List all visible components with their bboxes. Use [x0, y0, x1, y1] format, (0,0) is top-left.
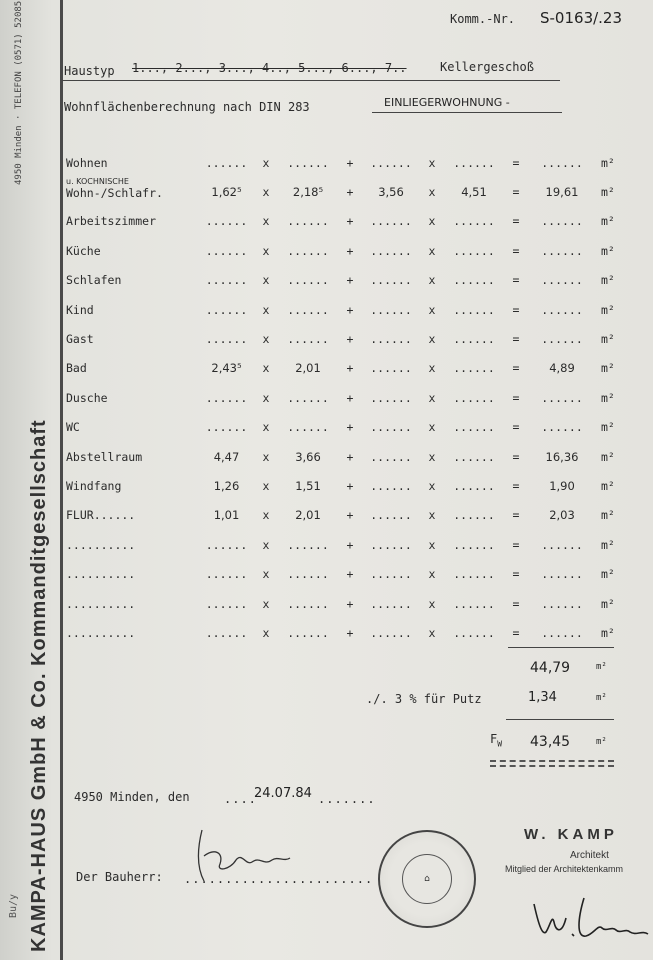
area-result: ...... [541, 332, 583, 347]
width-1: ...... [287, 214, 329, 229]
area-result: ...... [541, 155, 583, 170]
times-sign: x [428, 537, 436, 552]
equals-sign: = [512, 596, 520, 611]
length-1: ...... [205, 302, 248, 317]
company-name: KAMPA-HAUS GmbH & Co. Kommanditgesellschaft [28, 419, 50, 952]
area-row [66, 442, 621, 471]
area-result: ...... [541, 243, 583, 258]
plus-sign: + [346, 508, 354, 523]
calc-title: Wohnflächenberechnung nach DIN 283 [64, 100, 310, 114]
komm-nr-value: S-0163/.23 [540, 9, 623, 27]
plus-sign: + [346, 185, 354, 200]
area-unit: m² [601, 390, 615, 405]
times-sign: x [428, 214, 436, 229]
length-2: ...... [370, 273, 412, 288]
area-unit: m² [601, 420, 615, 435]
calc-subject: EINLIEGERWOHNUNG - [384, 96, 510, 109]
equals-sign: = [512, 332, 520, 347]
haustyp-value: Kellergeschoß [440, 60, 534, 74]
putz-value: 1,34 [528, 690, 557, 705]
area-calculation-table [66, 148, 621, 648]
fw-value: 43,45 [530, 734, 571, 750]
room-label: .......... [66, 567, 136, 582]
width-2: ...... [453, 214, 495, 229]
plus-sign: + [346, 302, 354, 317]
putz-label: ./. 3 % für Putz [366, 692, 482, 706]
length-1: ...... [205, 625, 248, 640]
equals-sign: = [512, 537, 520, 552]
room-label: WC [66, 420, 80, 435]
length-2: ...... [370, 361, 412, 376]
equals-sign: = [512, 214, 520, 229]
length-1: 1,62⁵ [211, 185, 242, 200]
area-unit: m² [601, 625, 615, 640]
fw-unit: m² [596, 737, 607, 747]
length-1: 2,43⁵ [211, 361, 242, 376]
area-result: 1,90 [549, 478, 575, 493]
length-2: ...... [370, 214, 412, 229]
room-label: Dusche [66, 390, 108, 405]
area-result: 16,36 [545, 449, 579, 464]
room-label: Bad [66, 361, 87, 376]
corner-code: Bu/y [8, 893, 19, 918]
area-unit: m² [601, 508, 615, 523]
length-2: ...... [370, 449, 412, 464]
length-1: ...... [205, 332, 248, 347]
times-sign: x [428, 332, 436, 347]
architect-signature [528, 888, 653, 948]
room-label: Gast [66, 332, 94, 347]
equals-sign: = [512, 625, 520, 640]
area-row [66, 501, 621, 530]
bauherr-label: Der Bauherr: [76, 870, 163, 884]
room-label: Kind [66, 302, 94, 317]
width-2: ...... [453, 420, 495, 435]
times-sign: x [262, 185, 270, 200]
width-2: ...... [453, 478, 495, 493]
length-1: 4,47 [213, 449, 240, 464]
times-sign: x [428, 420, 436, 435]
area-row [66, 618, 621, 647]
area-row [66, 354, 621, 383]
times-sign: x [428, 478, 436, 493]
length-2: ...... [370, 567, 412, 582]
room-label-text: Wohn-/Schlafr. [66, 186, 163, 201]
length-2: ...... [370, 508, 412, 523]
putz-unit: m² [596, 693, 607, 703]
plus-sign: + [346, 273, 354, 288]
width-2: ...... [453, 302, 495, 317]
width-1: 2,01 [295, 508, 321, 523]
area-unit: m² [601, 155, 615, 170]
length-1: ...... [205, 155, 248, 170]
calc-subject-underline [372, 112, 562, 113]
width-1: 2,01 [295, 361, 321, 376]
times-sign: x [428, 361, 436, 376]
times-sign: x [262, 390, 270, 405]
length-2: ...... [370, 243, 412, 258]
length-2: 3,56 [378, 185, 404, 200]
width-1: ...... [287, 243, 329, 258]
area-row [66, 530, 621, 559]
area-result: 4,89 [549, 361, 575, 376]
area-unit: m² [601, 302, 615, 317]
room-label [66, 177, 194, 206]
area-result: ...... [541, 625, 583, 640]
room-note: u. KOCHNISCHE [66, 177, 129, 187]
equals-sign: = [512, 361, 520, 376]
length-2: ...... [370, 537, 412, 552]
length-1: 1,26 [213, 478, 240, 493]
width-2: ...... [453, 332, 495, 347]
area-row [66, 383, 621, 412]
area-result: ...... [541, 537, 583, 552]
area-row [66, 207, 621, 236]
times-sign: x [428, 449, 436, 464]
equals-sign: = [512, 449, 520, 464]
width-2: ...... [453, 243, 495, 258]
width-1: ...... [287, 537, 329, 552]
room-label: Arbeitszimmer [66, 214, 157, 229]
area-unit: m² [601, 478, 615, 493]
width-1: ...... [287, 390, 329, 405]
area-row [66, 236, 621, 265]
area-row [66, 589, 621, 618]
area-result: 2,03 [549, 508, 575, 523]
times-sign: x [428, 185, 436, 200]
times-sign: x [428, 273, 436, 288]
area-unit: m² [601, 243, 615, 258]
times-sign: x [262, 449, 270, 464]
room-label: Abstellraum [66, 449, 143, 464]
length-2: ...... [370, 420, 412, 435]
equals-sign: = [512, 155, 520, 170]
area-row [66, 413, 621, 442]
length-1: ...... [205, 567, 248, 582]
architect-title: Architekt [570, 850, 609, 861]
length-1: ...... [205, 273, 248, 288]
times-sign: x [262, 478, 270, 493]
plus-sign: + [346, 625, 354, 640]
area-result: ...... [541, 567, 583, 582]
room-label: Wohnen [66, 155, 108, 170]
area-result: ...... [541, 214, 583, 229]
komm-nr-label: Komm.-Nr. [450, 12, 516, 26]
width-2: ...... [453, 361, 495, 376]
plus-sign: + [346, 243, 354, 258]
date-dots: .... [224, 792, 257, 806]
area-row [66, 324, 621, 353]
plus-sign: + [346, 596, 354, 611]
width-1: ...... [287, 567, 329, 582]
equals-sign: = [512, 273, 520, 288]
area-result: 19,61 [545, 185, 579, 200]
date-dots-trail: ....... [318, 792, 376, 806]
times-sign: x [262, 537, 270, 552]
times-sign: x [428, 390, 436, 405]
area-unit: m² [601, 596, 615, 611]
haustyp-underline [62, 80, 560, 81]
length-2: ...... [370, 478, 412, 493]
times-sign: x [428, 155, 436, 170]
architect-stamp [378, 830, 476, 928]
area-unit: m² [601, 185, 615, 200]
length-1: ...... [205, 214, 248, 229]
area-result: ...... [541, 273, 583, 288]
sum-unit: m² [596, 662, 607, 672]
times-sign: x [262, 625, 270, 640]
equals-sign: = [512, 478, 520, 493]
equals-sign: = [512, 185, 520, 200]
width-1: ...... [287, 625, 329, 640]
times-sign: x [262, 243, 270, 258]
width-2: ...... [453, 625, 495, 640]
length-2: ...... [370, 332, 412, 347]
times-sign: x [262, 273, 270, 288]
area-result: ...... [541, 302, 583, 317]
plus-sign: + [346, 390, 354, 405]
room-label: .......... [66, 596, 136, 611]
area-unit: m² [601, 332, 615, 347]
times-sign: x [428, 567, 436, 582]
length-1: ...... [205, 596, 248, 611]
times-sign: x [428, 302, 436, 317]
area-unit: m² [601, 537, 615, 552]
room-label: FLUR...... [66, 508, 136, 523]
bauherr-signature-line: ....................... [184, 872, 374, 886]
times-sign: x [428, 243, 436, 258]
width-2: ...... [453, 273, 495, 288]
place-date-label: 4950 Minden, den [74, 790, 190, 804]
sum-value: 44,79 [530, 660, 571, 676]
sum-line [508, 647, 614, 648]
times-sign: x [428, 625, 436, 640]
fw-double-underline-1 [490, 760, 614, 762]
room-label: Windfang [66, 478, 122, 493]
plus-sign: + [346, 420, 354, 435]
width-1: ...... [287, 302, 329, 317]
room-label: .......... [66, 537, 136, 552]
area-row [66, 471, 621, 500]
length-2: ...... [370, 390, 412, 405]
plus-sign: + [346, 155, 354, 170]
fw-double-underline-2 [490, 765, 614, 767]
putz-line [506, 719, 614, 720]
area-row [66, 266, 621, 295]
length-1: ...... [205, 420, 248, 435]
times-sign: x [262, 302, 270, 317]
architect-membership: Mitglied der Architektenkamm [505, 864, 624, 874]
length-1: ...... [205, 243, 248, 258]
plus-sign: + [346, 449, 354, 464]
fw-label: $F_W$ [490, 732, 503, 749]
equals-sign: = [512, 243, 520, 258]
area-result: ...... [541, 596, 583, 611]
length-1: ...... [205, 390, 248, 405]
equals-sign: = [512, 390, 520, 405]
area-row [66, 177, 621, 206]
times-sign: x [262, 155, 270, 170]
width-2: ...... [453, 508, 495, 523]
plus-sign: + [346, 332, 354, 347]
area-unit: m² [601, 273, 615, 288]
length-2: ...... [370, 302, 412, 317]
haustyp-options: 1..., 2..., 3..., 4.., 5..., 6..., 7.. [132, 61, 407, 75]
area-unit: m² [601, 361, 615, 376]
stamp-emblem: ⌂ [402, 854, 452, 904]
width-1: ...... [287, 273, 329, 288]
company-address: 4950 Minden · TELEFON (0571) 52085 [14, 0, 24, 185]
equals-sign: = [512, 420, 520, 435]
owner-signature [190, 826, 300, 886]
length-2: ...... [370, 625, 412, 640]
equals-sign: = [512, 302, 520, 317]
width-1: 3,66 [295, 449, 321, 464]
plus-sign: + [346, 478, 354, 493]
times-sign: x [262, 361, 270, 376]
room-label: .......... [66, 625, 136, 640]
width-1: 2,18⁵ [292, 185, 324, 200]
length-1: ...... [205, 537, 248, 552]
architect-name: W. KAMP [524, 826, 618, 843]
times-sign: x [262, 420, 270, 435]
length-2: ...... [370, 596, 412, 611]
width-1: ...... [287, 155, 329, 170]
room-label: Küche [66, 243, 101, 258]
area-result: ...... [541, 390, 583, 405]
width-2: ...... [453, 155, 495, 170]
times-sign: x [428, 508, 436, 523]
length-2: ...... [370, 155, 412, 170]
area-row [66, 559, 621, 588]
width-2: ...... [453, 390, 495, 405]
equals-sign: = [512, 567, 520, 582]
times-sign: x [262, 214, 270, 229]
area-unit: m² [601, 449, 615, 464]
width-2: ...... [453, 596, 495, 611]
margin-rule [60, 0, 63, 960]
area-row [66, 295, 621, 324]
times-sign: x [262, 332, 270, 347]
area-row [66, 148, 621, 177]
area-result: ...... [541, 420, 583, 435]
length-1: 1,01 [213, 508, 240, 523]
width-2: ...... [453, 567, 495, 582]
haustyp-label: Haustyp [64, 64, 115, 78]
area-unit: m² [601, 214, 615, 229]
width-1: ...... [287, 332, 329, 347]
plus-sign: + [346, 214, 354, 229]
date-value: 24.07.84 [254, 786, 312, 801]
plus-sign: + [346, 567, 354, 582]
plus-sign: + [346, 361, 354, 376]
width-2: 4,51 [461, 185, 487, 200]
times-sign: x [428, 596, 436, 611]
width-1: 1,51 [295, 478, 321, 493]
width-1: ...... [287, 420, 329, 435]
times-sign: x [262, 596, 270, 611]
times-sign: x [262, 508, 270, 523]
width-1: ...... [287, 596, 329, 611]
width-2: ...... [453, 449, 495, 464]
plus-sign: + [346, 537, 354, 552]
area-unit: m² [601, 567, 615, 582]
times-sign: x [262, 567, 270, 582]
width-2: ...... [453, 537, 495, 552]
room-label: Schlafen [66, 273, 122, 288]
equals-sign: = [512, 508, 520, 523]
